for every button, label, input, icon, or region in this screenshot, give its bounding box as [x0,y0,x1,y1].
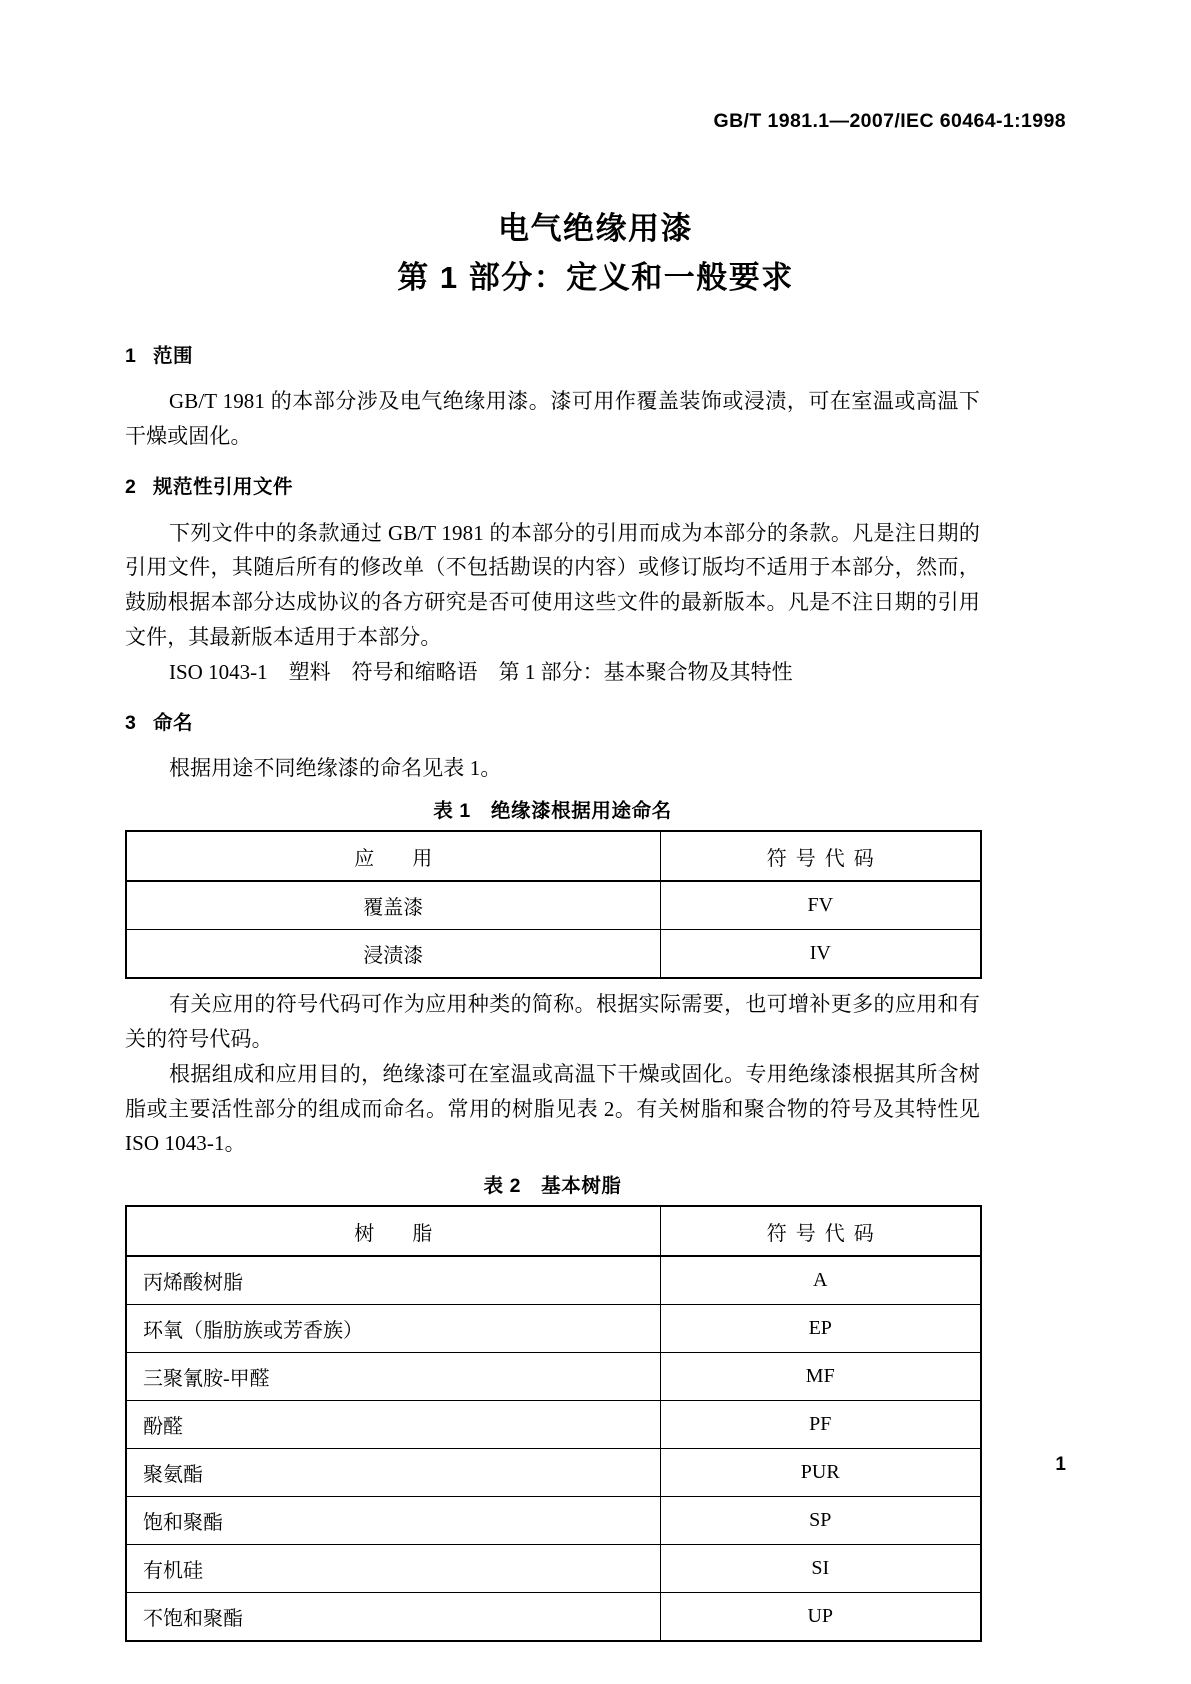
table-1-column-code [660,831,981,881]
section-2-paragraph-1: 下列文件中的条款通过 GB/T 1981 的本部分的引用而成为本部分的条款。凡是注日期的引用文件，其随后所有的修改单（不包括勘误的内容）或修订版均不适用于本部分，然而，鼓励根据本部分达成协议的各方研究是否可使用这些文件的最新版本。凡是不注日期的引用文件，其最新版本适用于本部分。 [125,520,980,650]
document-title [0,208,1191,301]
table-1-column-code-label: 符号代码 [766,847,883,870]
normative-reference-iso-1043-1: ISO 1043-1 塑料 符号和缩略语 第 1 部分：基本聚合物及其特性 [169,659,793,684]
table-1-header-row [126,831,981,881]
section-heading-1 [125,345,980,368]
section-title-3: 命名 [153,711,194,734]
title-line-2: 第 1 部分：定义和一般要求 [397,259,794,295]
table-1-column-application [126,831,660,881]
document-body [125,345,980,1642]
table-1-cell-name: 覆盖漆 [126,881,660,930]
page-number: 1 [1055,1454,1066,1475]
table-1-caption: 表 1 绝缘漆根据用途命名 [433,800,672,823]
table-2-cell-name: 丙烯酸树脂 [126,1256,660,1305]
section-number-1: 1 [125,345,137,367]
table-row [126,1256,981,1305]
table-2-cell-name: 饱和聚酯 [126,1497,660,1545]
section-title-2: 规范性引用文件 [153,476,294,499]
table-2-cell-code: PF [660,1401,981,1449]
table-row [126,1353,981,1401]
table-2-cell-name: 不饱和聚酯 [126,1593,660,1642]
table-2-cell-code: EP [660,1305,981,1353]
table-2-cell-name: 有机硅 [126,1545,660,1593]
table-row [126,1545,981,1593]
section-3-paragraph-1: 根据用途不同绝缘漆的命名见表 1。 [169,756,502,781]
section-3-paragraph-3: 根据组成和应用目的，绝缘漆可在室温或高温下干燥或固化。专用绝缘漆根据其所含树脂或主要活性部分的组成而命名。常用的树脂见表 2。有关树脂和聚合物的符号及其特性见 ISO 1043-1。 [125,1061,980,1156]
section-number-3: 3 [125,711,137,734]
table-2-header-row [126,1206,981,1256]
section-heading-2 [125,476,980,499]
running-header-standard-number: GB/T 1981.1—2007/IEC 60464-1:1998 [713,110,1066,132]
table-2-cell-name: 环氧（脂肪族或芳香族） [126,1305,660,1353]
table-2-cell-code: UP [660,1593,981,1642]
table-row [126,930,981,979]
table-row [126,1593,981,1642]
table-row [126,881,981,930]
table-2-column-resin-label: 树 脂 [354,1222,442,1245]
table-1-cell-name: 浸渍漆 [126,930,660,979]
table-2-cell-name: 聚氨酯 [126,1449,660,1497]
table-2-column-code-label: 符号代码 [766,1222,883,1245]
table-2-cell-code: MF [660,1353,981,1401]
section-heading-3 [125,712,980,735]
section-title-1: 范围 [153,345,194,367]
table-row [126,1497,981,1545]
table-1-application-naming [125,830,982,979]
table-2-column-resin [126,1206,660,1256]
table-1-cell-code: FV [660,881,981,930]
table-2-cell-name: 三聚氰胺-甲醛 [126,1353,660,1401]
table-2-cell-name: 酚醛 [126,1401,660,1449]
table-2-caption: 表 2 基本树脂 [483,1175,622,1198]
title-line-1: 电气绝缘用漆 [498,211,693,246]
table-row [126,1449,981,1497]
table-row [126,1401,981,1449]
section-number-2: 2 [125,476,137,499]
table-2-basic-resins [125,1205,982,1642]
table-2-cell-code: A [660,1256,981,1305]
table-row [126,1305,981,1353]
section-1-paragraph-1: GB/T 1981 的本部分涉及电气绝缘用漆。漆可用作覆盖装饰或浸渍，可在室温或高温下干燥或固化。 [125,389,980,449]
table-2-cell-code: SI [660,1545,981,1593]
table-1-column-application-label: 应 用 [354,847,442,870]
table-1-cell-code: IV [660,930,981,979]
table-2-cell-code: PUR [660,1449,981,1497]
section-3-paragraph-2: 有关应用的符号代码可作为应用种类的简称。根据实际需要，也可增补更多的应用和有关的符号代码。 [125,992,980,1051]
table-2-cell-code: SP [660,1497,981,1545]
table-2-column-code [660,1206,981,1256]
